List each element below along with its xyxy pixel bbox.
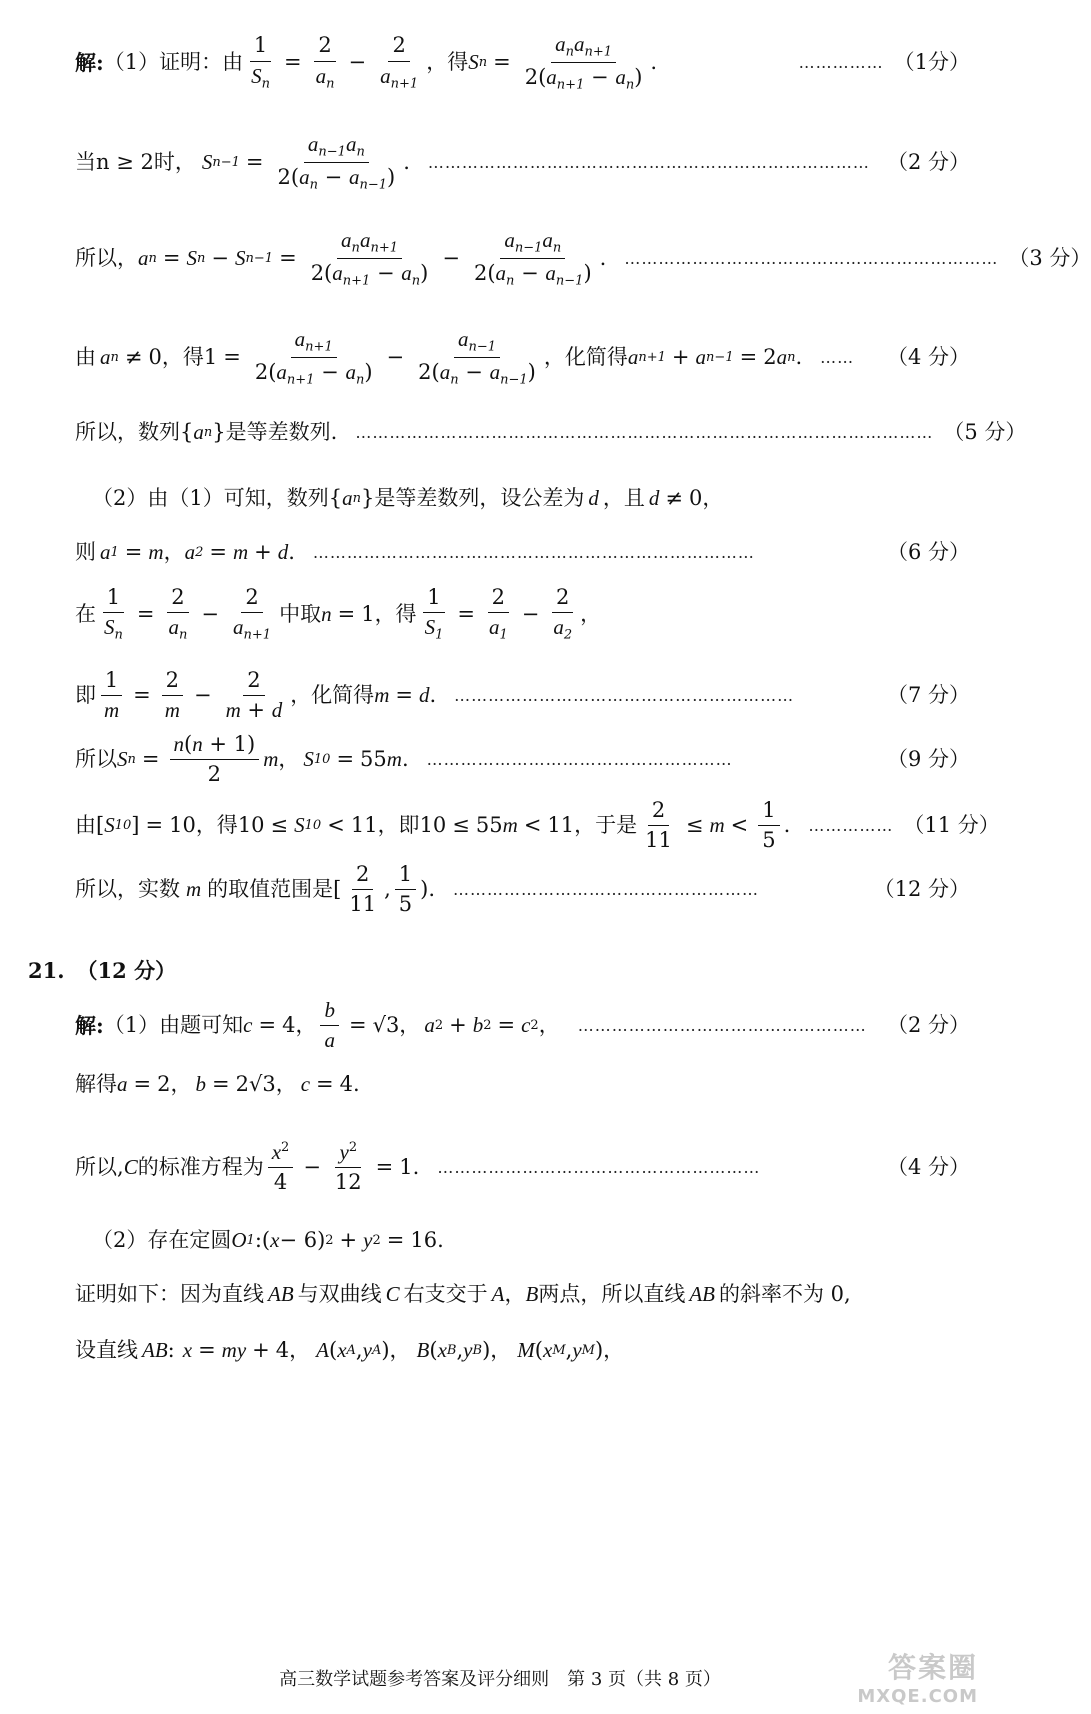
- connector-text: 的取值范围是: [207, 877, 334, 902]
- solution-line-3: 所以， a n = S n − S n−1 = $\frac{a_na_{n+1}}{2(a_{n+1} - a_n)}$ − $\frac{a_{n-1}a_n}{2(a_n - a_{n-1})}$ . ………………………………………………………… （3 分）: [75, 228, 1091, 289]
- q21-line-6: 设直线 AB : x = my + 4， A ( x A , y A )， B ( x B , y B )， M ( x M , y M )，: [75, 1338, 625, 1362]
- leader-dots: ………………………………………………: [453, 880, 760, 900]
- q21-line-1: 解: （1）由题可知 c = 4， $\frac{b}{a}$ = √3， a 2 + b 2 = c 2 ， …………………………………………… （2 分）: [75, 998, 970, 1053]
- fraction-term-a: $\frac{a_na_{n+1}}{2(a_{n+1} - a_n)}$: [310, 228, 429, 289]
- q21-line-3: 所以, C 的标准方程为 $\frac{x^2}{4}$ − $\frac{y^2}{12}$ = 1. ………………………………………………… （4 分）: [75, 1140, 970, 1195]
- line-text: （2）由（1）可知，数列: [92, 486, 329, 510]
- fraction-term-d: $\frac{a_{n-1}}{2(a_n - a_{n-1})}$: [418, 327, 536, 388]
- line-text: 所以: [75, 747, 117, 772]
- score-label: （3 分）: [1008, 246, 1091, 271]
- connector-text: 右支交于: [403, 1282, 488, 1306]
- fraction-term-c: $\frac{a_{n+1}}{2(a_{n+1} - a_n)}$: [254, 327, 373, 388]
- line-text: 在: [75, 601, 96, 626]
- solution-line-2: 当 n ≥ 2时， S n−1 = $\frac{a_{n-1}a_n}{2(a_n - a_{n-1})}$ . …………………………………………………………………… （2 分）: [75, 132, 970, 193]
- solution-line-1: 解: （1）证明：由 $\frac{1}{S_n}$ = $\frac{2}{a_n}$ − $\frac{2}{a_{n+1}}$ ，得 S n = $\frac{a_na_{n+1}}{2(a_{n+1} - a_n)}$ . …………… （1分）: [75, 32, 970, 93]
- fraction-sn-minus-1: $\frac{a_{n-1}a_n}{2(a_n - a_{n-1})}$: [277, 132, 396, 193]
- leader-dots: ……………: [808, 816, 894, 836]
- solution-line-5: 所以，数列 { a n } 是等差数列. ………………………………………………………………………………………… （5 分）: [75, 420, 1027, 444]
- connector-text: ，化简得: [543, 345, 628, 370]
- score-label: （6 分）: [886, 540, 970, 564]
- watermark-logo-text: 答案圈: [887, 1651, 978, 1684]
- line-text: 所以，数列: [75, 420, 180, 444]
- solution-line-11: 由 [ S 10 ] = 10 ，得 10 ≤ S 10 < 11 ，即 10 ≤ 55 m < 11 ，于是 $\frac{2}{11}$ ≤ m < $\frac{1}{5}$ . …………… （11 分）: [75, 798, 1000, 853]
- solution-line-8: 在 $\frac{1}{S_n}$ = $\frac{2}{a_n}$ − $\frac{2}{a_{n+1}}$ 中取 n = 1 ，得 $\frac{1}{S_1}$ = $\frac{2}{a_1}$ − $\frac{2}{a_2}$ ，: [75, 585, 602, 643]
- score-label: （9 分）: [886, 747, 970, 772]
- solution-line-9: 即 $\frac{1}{m}$ = $\frac{2}{m}$ − $\frac{2}{m + d}$ ，化简得 m = d . …………………………………………………… （7 分）: [75, 668, 970, 723]
- line-text: 所以，: [75, 246, 138, 271]
- line-text: （1）由题可知: [103, 1013, 244, 1038]
- solution-line-7: 则 a 1 = m ， a 2 = m + d . …………………………………………………………………… （6 分）: [75, 540, 970, 564]
- line-text: 所以，实数: [75, 877, 180, 902]
- connector-text: 两点，所以直线: [538, 1282, 686, 1306]
- line-text: 即: [75, 683, 96, 708]
- line-text: 设直线: [75, 1338, 138, 1362]
- question-number: 21.: [28, 958, 65, 983]
- leader-dots: ……………………………………………: [577, 1016, 867, 1036]
- fraction-2-over-an: $\frac{2}{a_n}$: [315, 33, 335, 92]
- score-label: （2 分）: [886, 1013, 970, 1038]
- connector-text: ，得: [374, 601, 417, 626]
- leader-dots: …………………………………………………………………………………………: [355, 423, 934, 442]
- connector-text: :: [167, 1338, 175, 1362]
- line-text: 所以,: [75, 1155, 124, 1180]
- connector-text: 中取: [279, 601, 322, 626]
- line-text: 证明如下：因为直线: [75, 1282, 264, 1306]
- solution-line-12: 所以，实数 m 的取值范围是 [ $\frac{2}{11}$ , $\frac{1}{5}$ ). ……………………………………………… （12 分）: [75, 862, 970, 917]
- leader-dots: ………………………………………………: [426, 750, 733, 770]
- condition-text: n ≥ 2时，: [96, 150, 196, 175]
- score-label: （4 分）: [886, 1155, 970, 1180]
- fraction-1-over-sn: $\frac{1}{S_n}$: [251, 33, 271, 92]
- proof-intro: （1）证明：由: [103, 50, 244, 75]
- site-watermark: [828, 1646, 978, 1708]
- solution-line-4: 由 a n ≠ 0 ，得 1 = $\frac{a_{n+1}}{2(a_{n+1} - a_n)}$ − $\frac{a_{n-1}}{2(a_n - a_{n-1})}$ ，化简得 a n+1 + a n−1 = 2 a n . …… （4 分）: [75, 327, 970, 388]
- leader-dots: …………………………………………………………: [624, 249, 999, 269]
- solution-line-6: （2）由（1）可知，数列 { a n } 是等差数列，设公差为 d ，且 d ≠ 0，: [92, 486, 724, 510]
- leader-dots: ……: [820, 348, 855, 368]
- connector-text: ，化简得: [290, 683, 375, 708]
- score-label: （1分）: [893, 50, 970, 75]
- q21-line-5: 证明如下：因为直线 AB 与双曲线 C 右支交于 A ， B 两点，所以直线 AB 的斜率不为 0,: [75, 1282, 851, 1306]
- leader-dots: ……………………………………………………………………: [427, 153, 870, 173]
- fraction-2-over-an1: $\frac{2}{a_{n+1}}$: [380, 33, 419, 92]
- connector-text: ，得: [195, 813, 238, 838]
- leader-dots: …………………………………………………: [437, 1158, 761, 1178]
- fraction-term-b: $\frac{a_{n-1}a_n}{2(a_n - a_{n-1})}$: [473, 228, 592, 289]
- line-text: 解得: [75, 1072, 117, 1096]
- score-label: （7 分）: [886, 683, 970, 708]
- line-tail: ，且: [602, 486, 645, 510]
- score-label: （5 分）: [943, 420, 1027, 444]
- line-tail: 是等差数列.: [225, 420, 338, 444]
- score-label: （2 分）: [886, 150, 970, 175]
- solution-prefix: 解:: [75, 50, 104, 76]
- leader-dots: ……………………………………………………: [454, 686, 795, 706]
- line-text: 则: [75, 540, 96, 564]
- fraction-sn-formula: $\frac{a_na_{n+1}}{2(a_{n+1} - a_n)}$: [524, 32, 643, 93]
- leader-dots: ……………: [798, 53, 884, 73]
- solution-prefix: 解:: [75, 1013, 104, 1039]
- line-text: 由: [75, 345, 96, 370]
- question-points: （12 分）: [76, 958, 177, 983]
- q21-line-2: 解得 a = 2， b = 2√3， c = 4.: [75, 1072, 360, 1096]
- connector-text: 与双曲线: [297, 1282, 382, 1306]
- score-label: （12 分）: [873, 877, 970, 902]
- line-tail: 是等差数列，设公差为: [374, 486, 585, 510]
- connector-text: 的标准方程为: [137, 1155, 264, 1180]
- q21-line-4: （2）存在定圆 O 1 :( x − 6) 2 + y 2 = 16.: [92, 1228, 444, 1252]
- question-21-header: [28, 958, 970, 983]
- score-label: （4 分）: [886, 345, 970, 370]
- line-text: 当: [75, 150, 96, 175]
- page-footer: 高三数学试题参考答案及评分细则 第 3 页（共 8 页）: [279, 1669, 721, 1690]
- solution-line-10: 所以 S n = $\frac{n(n + 1)}{2}$ m ， S 10 = 55 m . ……………………………………………… （9 分）: [75, 732, 970, 787]
- line-text: （2）存在定圆: [92, 1228, 232, 1252]
- connector-text: ，得: [161, 345, 204, 370]
- watermark-url: MXQE.COM: [857, 1686, 978, 1707]
- leader-dots: ……………………………………………………………………: [312, 543, 755, 562]
- connector-text: ，得: [426, 50, 469, 75]
- score-label: （11 分）: [903, 813, 1000, 838]
- connector-text: 的斜率不为 0,: [718, 1282, 851, 1306]
- connector-text: ，即: [377, 813, 420, 838]
- line-text: 由: [75, 813, 96, 838]
- connector-text: ，于是: [574, 813, 638, 838]
